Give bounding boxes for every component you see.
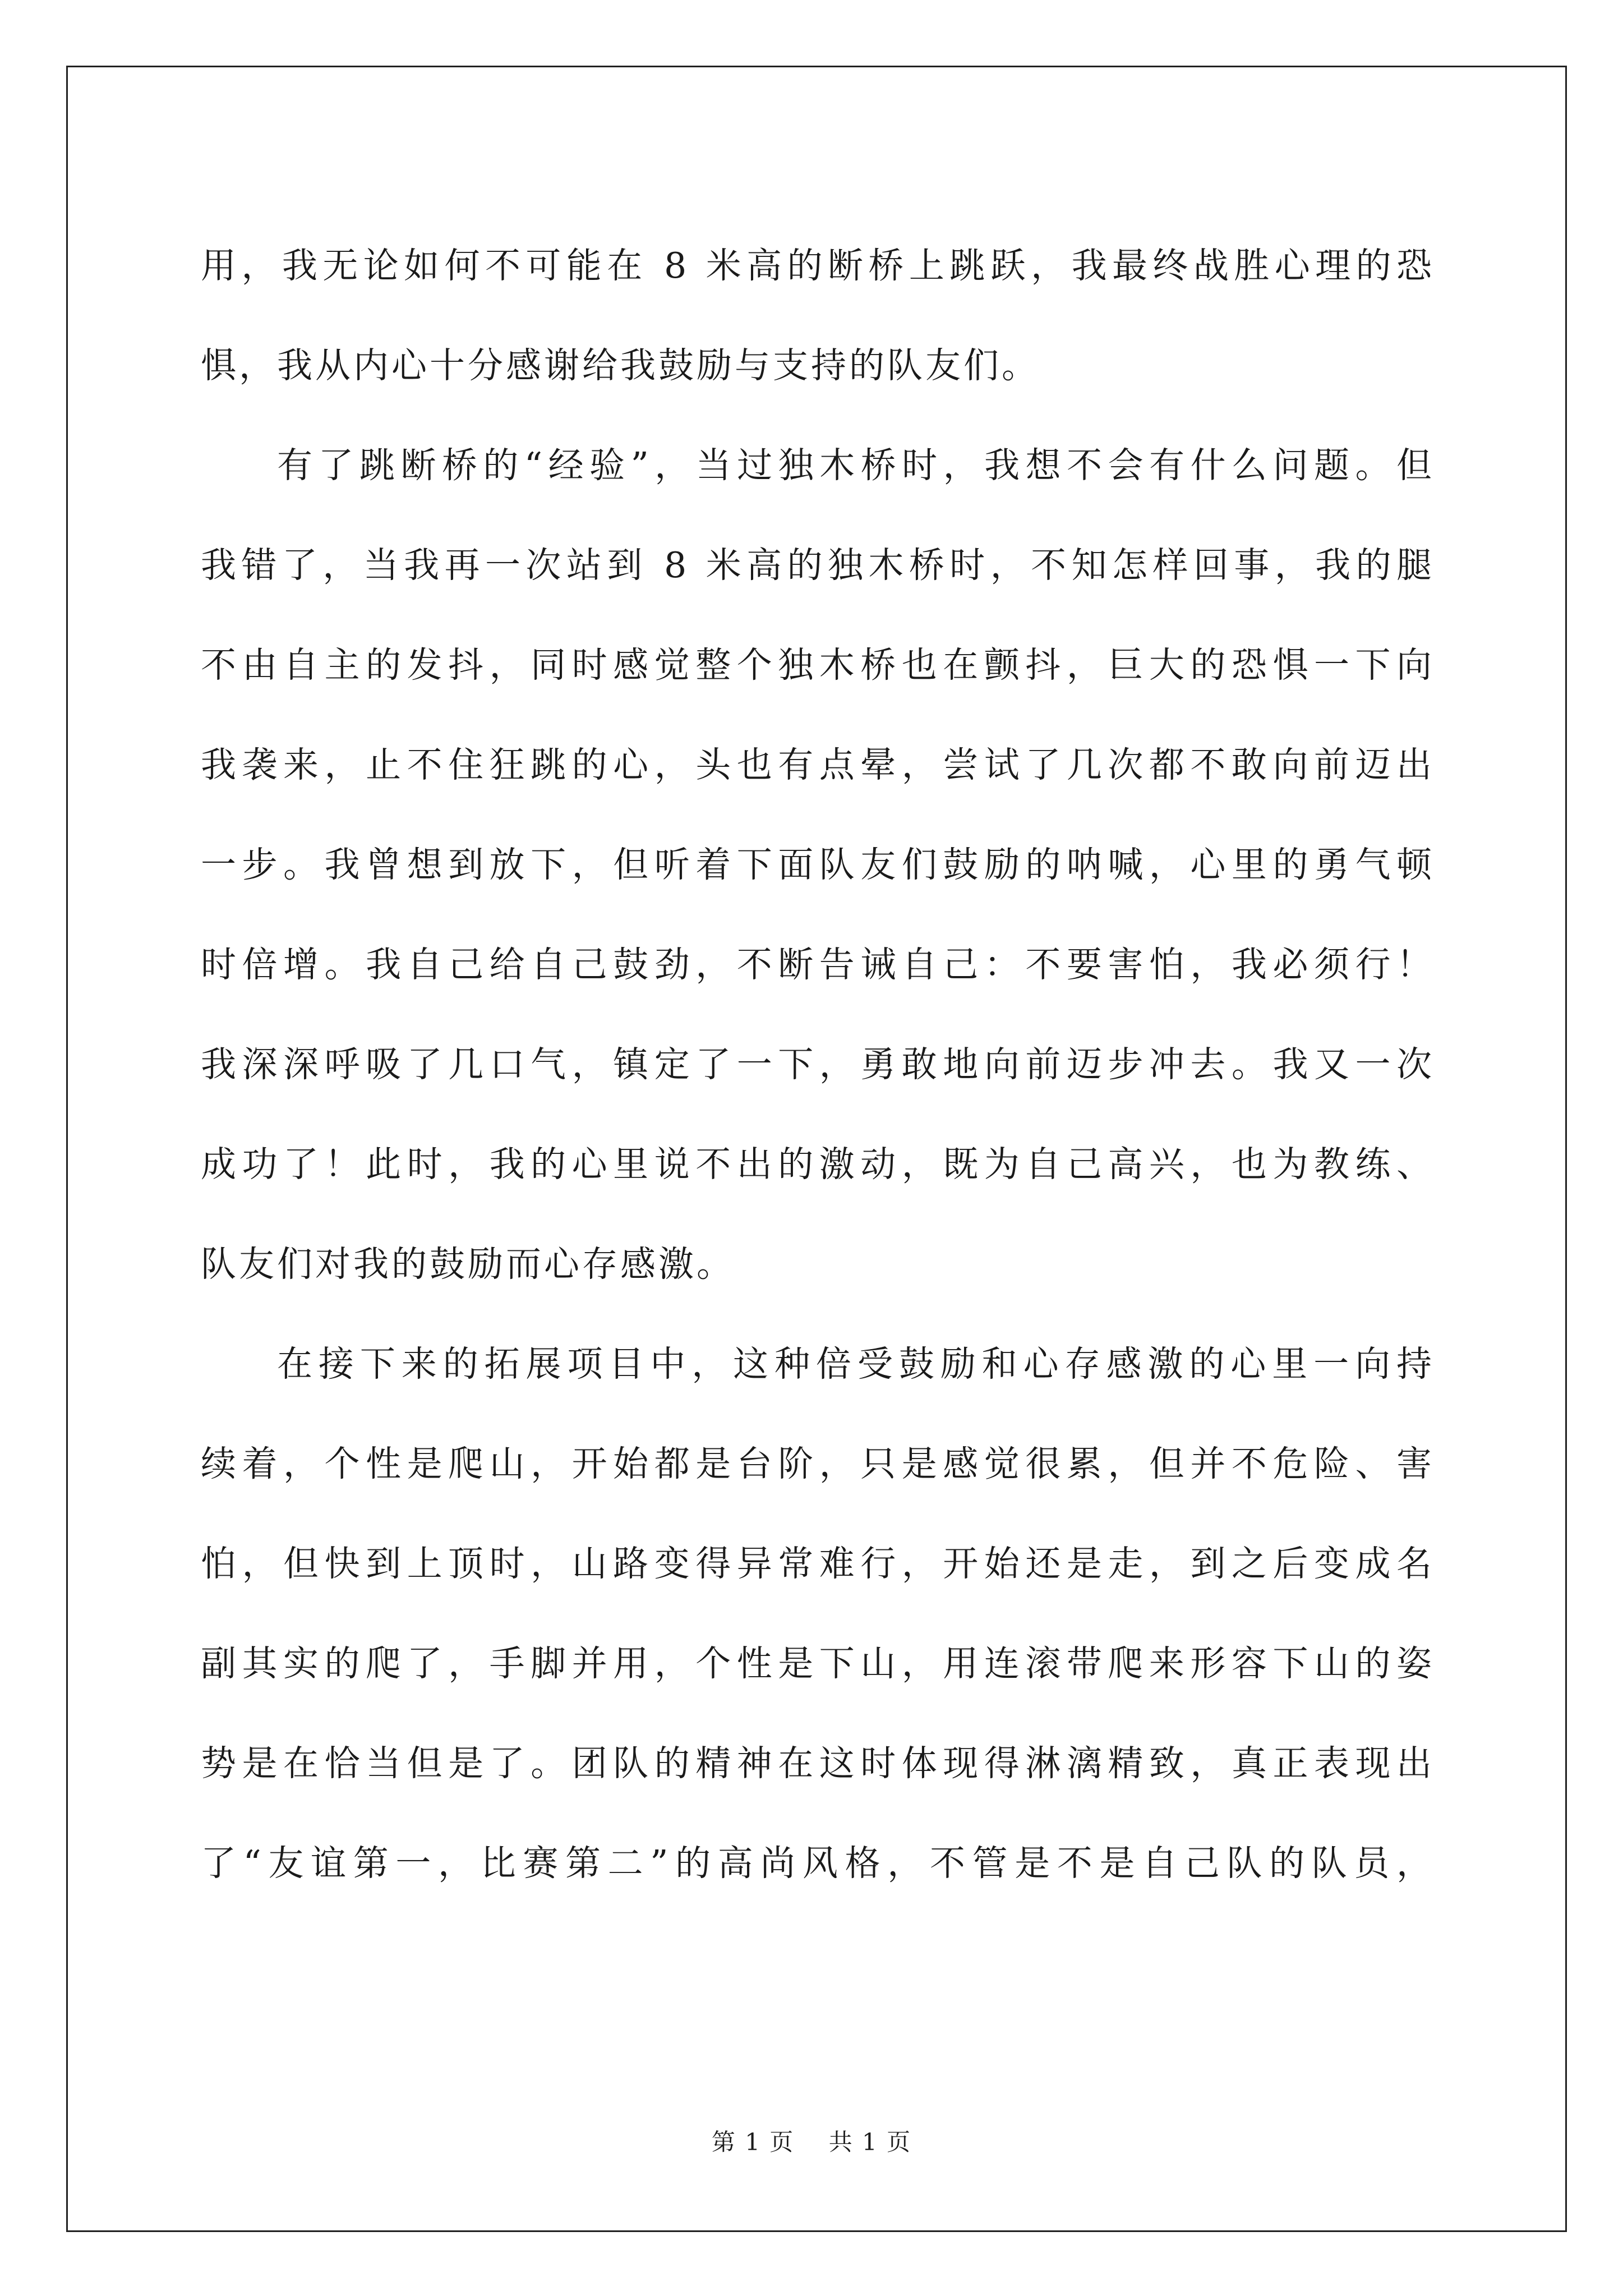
text-line: 势是在恰当但是了。团队的精神在这时体现得淋漓精致，真正表现出 [201,1743,1435,1784]
document-body [201,216,1435,1913]
text-line: 怕，但快到上顶时，山路变得异常难行，开始还是走，到之后变成名 [201,1543,1435,1584]
page-footer [0,2124,1623,2157]
text-line: 有了跳断桥的“经验”，当过独木桥时，我想不会有什么问题。但 [277,445,1435,486]
text-line: 队友们对我的鼓励而心存感激。 [201,1244,735,1285]
text-line: 了“友谊第一，比赛第二”的高尚风格，不管是不是自己队的队员， [201,1843,1435,1884]
text-line: 我袭来，止不住狂跳的心，头也有点晕，尝试了几次都不敢向前迈出 [201,744,1435,785]
text-line: 我错了，当我再一次站到 8 米高的独木桥时，不知怎样回事，我的腿 [201,545,1435,586]
text-line: 时倍增。我自己给自己鼓劲，不断告诫自己：不要害怕，我必须行！ [201,944,1435,985]
page-number: 第 1 页 [711,2128,795,2156]
text-line: 续着，个性是爬山，开始都是台阶，只是感觉很累，但并不危险、害 [201,1443,1435,1484]
text-line: 惧，我从内心十分感谢给我鼓励与支持的队友们。 [201,345,1040,386]
text-line: 一步。我曾想到放下，但听着下面队友们鼓励的呐喊，心里的勇气顿 [201,844,1435,885]
text-line: 成功了！此时，我的心里说不出的激动，既为自己高兴，也为教练、 [201,1144,1435,1185]
text-line: 我深深呼吸了几口气，镇定了一下，勇敢地向前迈步冲去。我又一次 [201,1044,1435,1085]
text-line: 在接下来的拓展项目中，这种倍受鼓励和心存感激的心里一向持 [277,1343,1435,1384]
text-line: 用，我无论如何不可能在 8 米高的断桥上跳跃，我最终战胜心理的恐 [201,245,1435,286]
page-total: 共 1 页 [828,2128,912,2156]
text-line: 不由自主的发抖，同时感觉整个独木桥也在颤抖，巨大的恐惧一下向 [201,645,1435,685]
text-line: 副其实的爬了，手脚并用，个性是下山，用连滚带爬来形容下山的姿 [201,1643,1435,1684]
